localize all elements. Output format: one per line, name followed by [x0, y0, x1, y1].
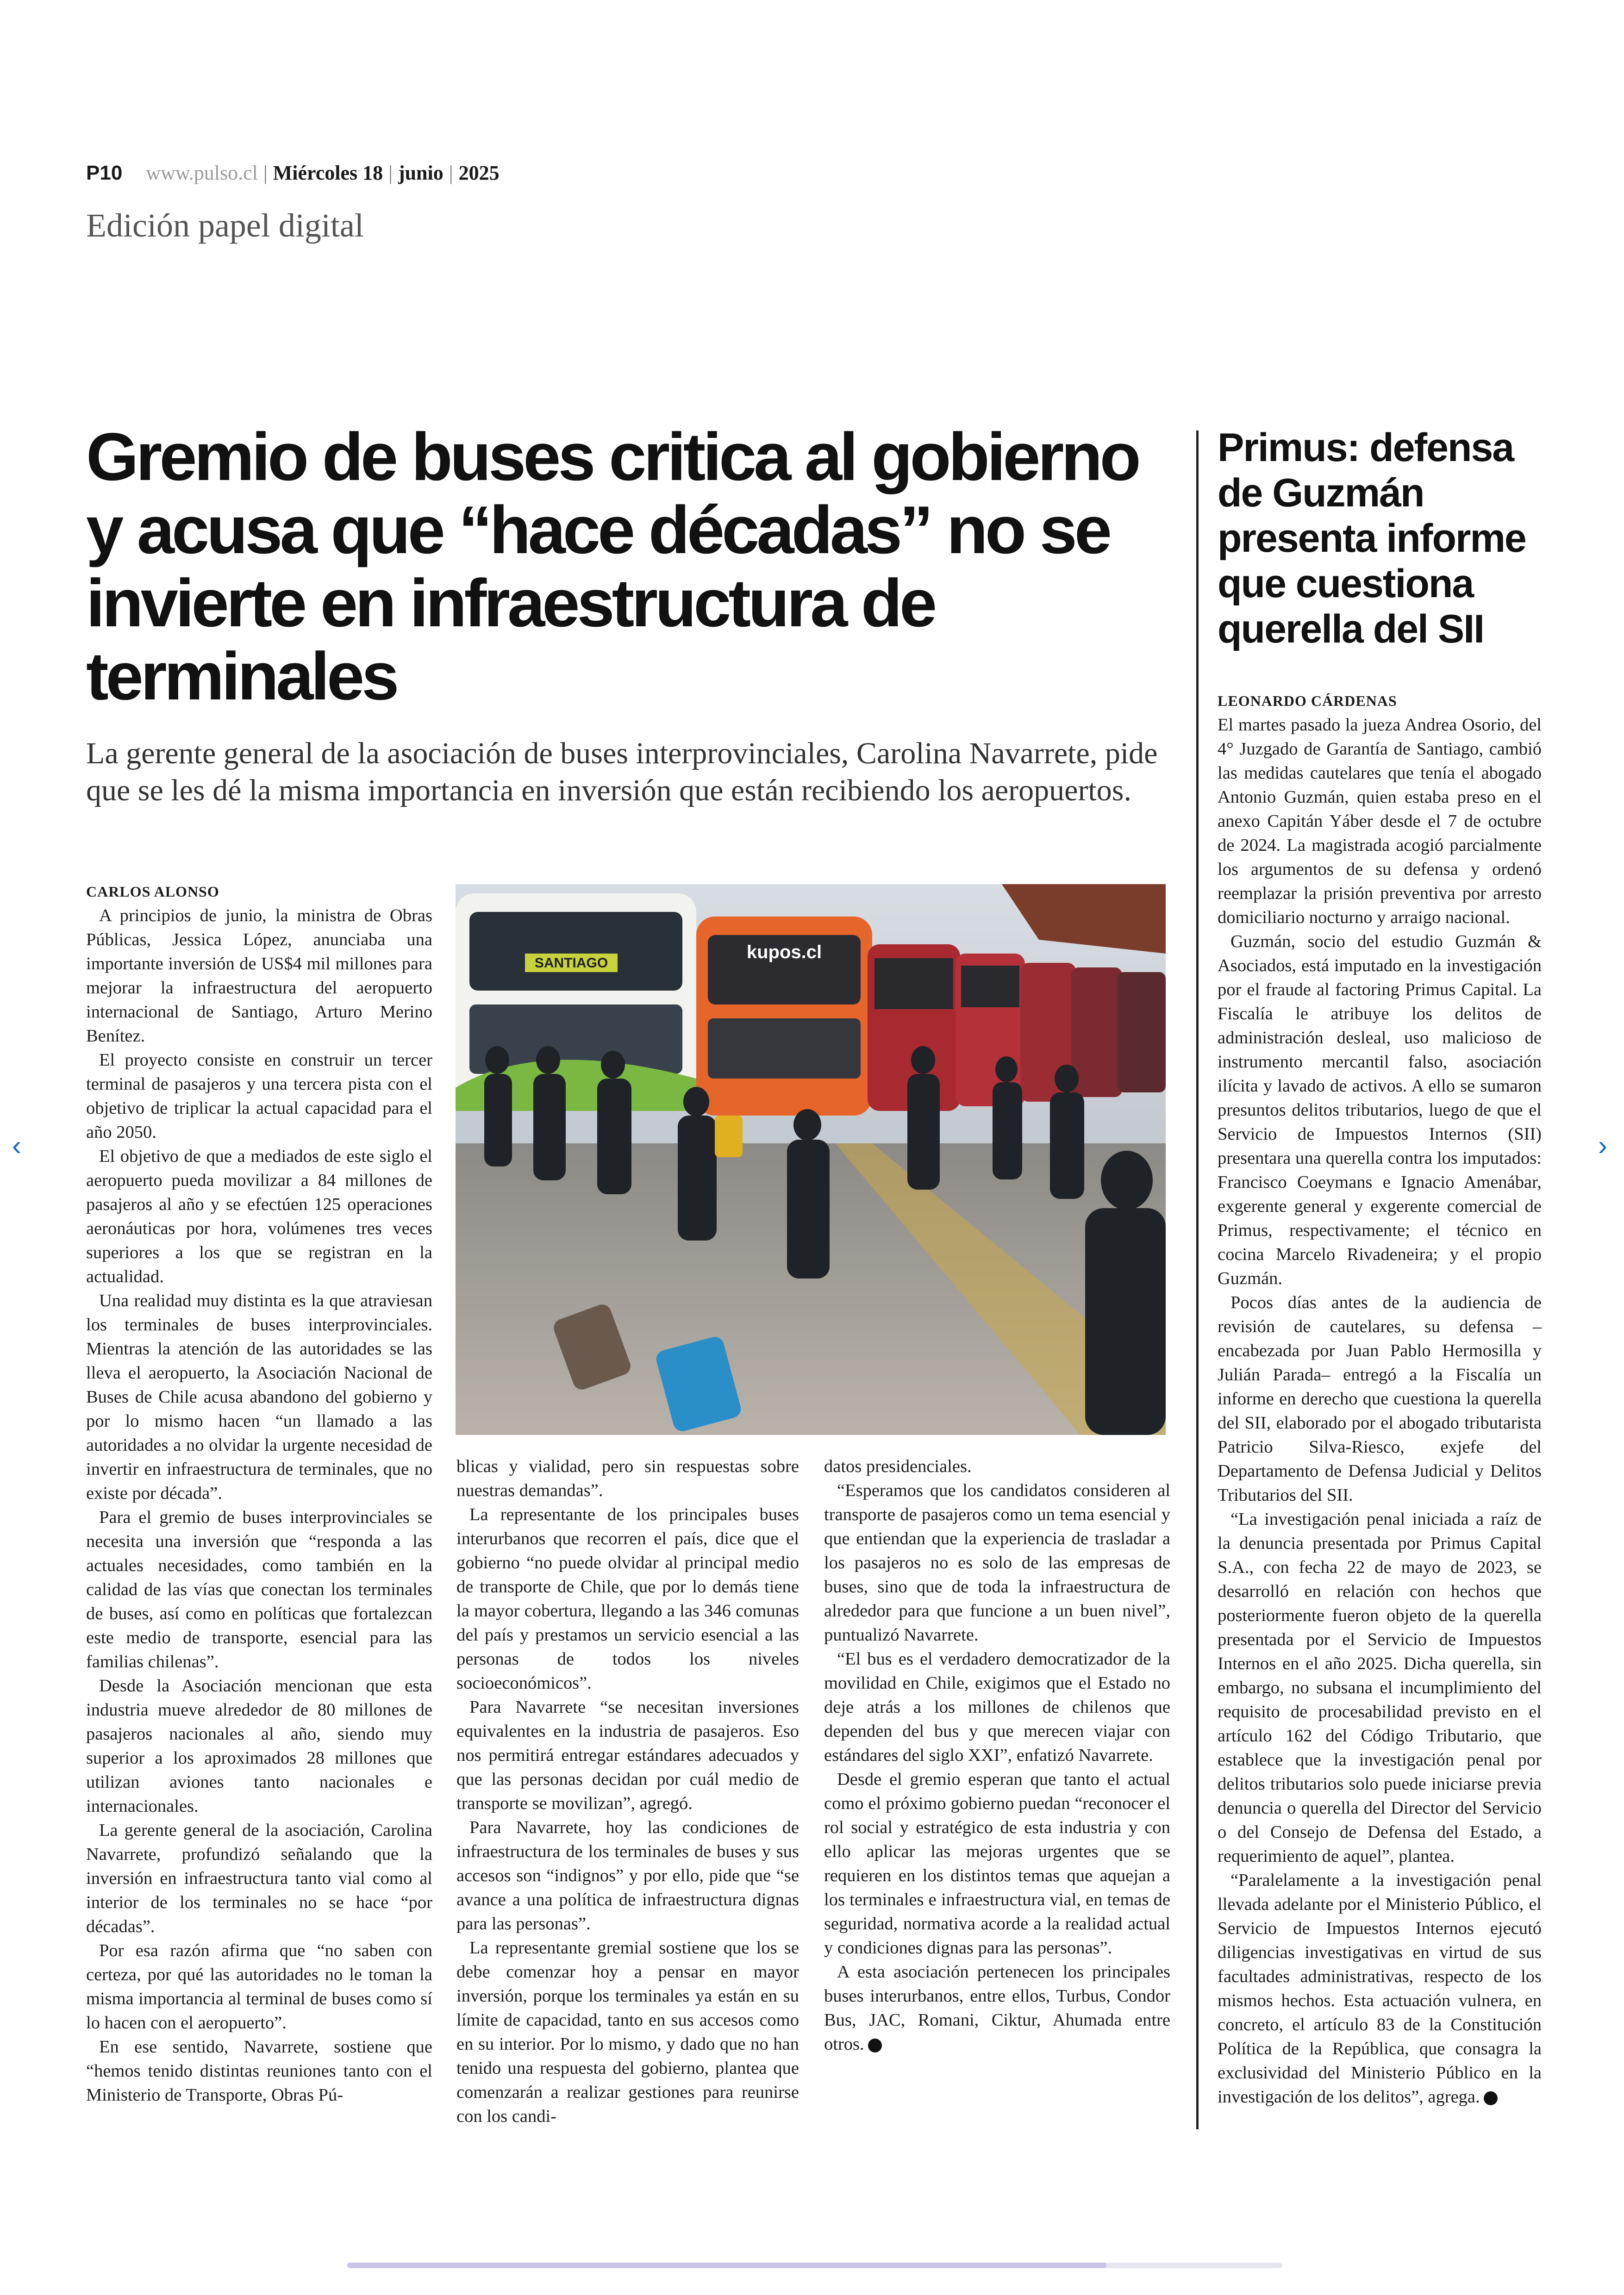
paragraph: La representante de los principales buses interurbanos que recorren el país, dice que el gobierno “no puede olvidar al principal medio de transporte de Chile, que por lo demás tiene la mayor cobertura, llegando a las 346 comunas del país y prestamos un servicio esencial a las personas de todos los niveles socioeconómicos”. [456, 1505, 799, 1693]
date-month: junio [398, 162, 443, 184]
bus-brand-text: kupos.cl [746, 942, 822, 962]
previous-page-icon[interactable]: ‹ [12, 1130, 21, 1161]
paragraph: A principios de junio, la ministra de Obras Públicas, Jessica López, anunciaba una importante inversión de US$4 mil millones para mejorar la infraestructura del aeropuerto internacional de Santiago, Arturo Merino Benítez. [86, 906, 432, 1046]
paragraph: El objetivo de que a mediados de este siglo el aeropuerto pueda movilizar a 84 millones de pasajeros al año y se efectúen 125 operaciones aeronáuticas por hora, volúmenes tres veces superiores a los que se registran en la actualidad. [86, 1147, 432, 1286]
paragraph: datos presidenciales. [824, 1457, 972, 1476]
main-deck: La gerente general de la asociación de buses interprovinciales, Carolina Navarrete, pide que se les dé la misma importancia en inversión que están recibiendo los aeropuertos. [86, 736, 1158, 807]
paragraph: “Paralelamente a la investigación penal llevada adelante por el Ministerio Público, el Servicio de Impuestos Internos ejecutó diligencias investigativas en virtud de sus facultades administrativas, respecto de los mismos hechos. Esta actuación vulnera, en concreto, el artículo 83 de la Constitución Política de la República, que consagra la exclusividad del Ministerio Público en la investigación de los delitos”, agrega. [1218, 1871, 1542, 2107]
end-of-article-icon [1484, 2091, 1498, 2105]
site-url: www.pulso.cl [146, 162, 258, 184]
edition-label: Edición papel digital [86, 207, 364, 244]
paragraph: El martes pasado la jueza Andrea Osorio, del 4° Juzgado de Garantía de Santiago, cambió las medidas cautelares que tenía el abogado Antonio Guzmán, quien estaba preso en el anexo Capitán Yáber desde el 7 de octubre de 2024. La magistrada acogió parcialmente los argumentos de su defensa y ordenó reemplazar la prisión preventiva por arresto domiciliario nocturno y arraigo nacional. [1218, 715, 1542, 927]
main-headline: Gremio de buses critica al gobierno y acusa que “hace décadas” no se invierte en infraestructura de terminales [86, 419, 1138, 714]
paragraph: “El bus es el verdadero democratizador de la movilidad en Chile, exigimos que el Estado no deje atrás a los millones de chilenos que dependen del bus y que merecen viajar con estándares del siglo XXI”, enfatizó Navarrete. [824, 1649, 1170, 1765]
paragraph: Una realidad muy distinta es la que atraviesan los terminales de buses interprovinciales. Mientras la atención de las autoridades se las lleva el aeropuerto, la Asociación Nacional de Buses de Chile acusa abandono del gobierno y por lo mismo hacen “un llamado a las autoridades a no olvidar la urgente necesidad de invertir en infraestructura de terminales, que no existe por década”. [86, 1291, 432, 1503]
main-article-column-1 [86, 879, 432, 2107]
paragraph: blicas y vialidad, pero sin respuestas sobre nuestras demandas”. [456, 1457, 799, 1500]
date-year: 2025 [458, 162, 500, 184]
paragraph: Para Navarrete, hoy las condiciones de infraestructura de los terminales de buses y sus accesos son “indignos” y por ello, pide que “se avance a una política de infraestructura dignas para las personas”. [456, 1818, 799, 1933]
paragraph: Desde la Asociación mencionan que esta industria mueve alrededor de 80 millones de pasajeros nacionales al año, siendo muy superior a los aproximados 28 millones que utilizan aviones tanto nacionales e internacionales. [86, 1676, 432, 1816]
paragraph: “Esperamos que los candidatos consideren al transporte de pasajeros como un tema esencial y que entiendan que la experiencia de trasladar a los pasajeros no es solo de las empresas de buses, sino que de toda la infraestructura de alrededor para que funcione a un buen nivel”, puntualizó Navarrete. [824, 1481, 1170, 1645]
column-divider [1196, 430, 1199, 2129]
date-day: Miércoles 18 [273, 162, 383, 184]
page-number: P10 [86, 162, 123, 184]
paragraph: Pocos días antes de la audiencia de revisión de cautelares, su defensa –encabezada por Juan Pablo Hermosilla y Julián Parada– entregó a la Fiscalía un informe en derecho que cuestiona la querella del SII, elaborado por el abogado tributarista Patricio Silva-Riesco, exjefe del Departamento de Defensa Judicial y Delitos Tributarios del SII. [1218, 1293, 1542, 1505]
end-of-article-icon [868, 2039, 882, 2052]
main-byline: CARLOS ALONSO [86, 883, 219, 900]
horizontal-scrollbar-thumb[interactable] [347, 2263, 1106, 2268]
main-article-column-3 [824, 1454, 1170, 2056]
paragraph: Para el gremio de buses interprovinciales se necesita una inversión que “responda a las actuales necesidades, como también en la calidad de las vías que conectan los terminales de buses, así como en políticas que fortalezcan este medio de transporte, esencial para las familias chilenas”. [86, 1508, 432, 1671]
paragraph: El proyecto consiste en construir un tercer terminal de pasajeros y una tercera pista con el objetivo de triplicar la actual capacidad para el año 2050. [86, 1050, 432, 1142]
paragraph: Desde el gremio esperan que tanto el actual como el próximo gobierno puedan “reconocer el rol social y estratégico de esta industria y con ello aplicar las mejoras urgentes que se requieren en los distintos temas que aquejan a los terminales e infraestructura vial, en temas de seguridad, normativa acorde a la realidad actual y condiciones dignas para las personas”. [824, 1770, 1170, 1958]
next-page-icon[interactable]: › [1598, 1130, 1607, 1161]
paragraph: La gerente general de la asociación, Carolina Navarrete, profundizó señalando que la inversión en infraestructura tanto vial como al interior de los terminales no se hace “por décadas”. [86, 1821, 432, 1936]
paragraph: Por esa razón afirma que “no saben con certeza, por qué las autoridades no le toman la misma importancia al terminal de buses como sí lo hacen con el aeropuerto”. [86, 1941, 432, 2033]
paragraph: “La investigación penal iniciada a raíz de la denuncia presentada por Primus Capital S.A., con fecha 22 de mayo de 2023, se desarrolló en relación con hechos que posteriormente fueron objeto de la querella presentada por el Servicio de Impuestos Internos en el año 2025. Dicha querella, sin embargo, no subsana el incumplimiento del requisito de procesabilidad previsto en el artículo 162 del Código Tributario, que establece que la investigación penal por delitos tributarios solo puede iniciarse previa denuncia o querella del Director del Servicio o del Consejo de Defensa del Estado, a requerimiento de aquel”, plantea. [1218, 1509, 1542, 1866]
paragraph: A esta asociación pertenecen los principales buses interurbanos, entre ellos, Turbus, Condor Bus, JAC, Romani, Ciktur, Ahumada entre otros. [824, 1962, 1170, 2054]
side-byline: LEONARDO CÁRDENAS [1218, 692, 1397, 709]
paragraph: La representante gremial sostiene que los se debe comenzar hoy a pensar en mayor inversión, porque los terminales ya están en su límite de capacidad, tanto en sus accesos como en su interior. Por lo mismo, y dado que no han tenido una respuesta del gobierno, plantea que comenzarán a realizar gestiones para reunirse con los candi- [456, 1938, 799, 2126]
paragraph: En ese sentido, Navarrete, sostiene que “hemos tenido distintas reuniones tanto con el Ministerio de Transporte, Obras Pú- [86, 2037, 432, 2105]
paragraph: Guzmán, socio del estudio Guzmán & Asociados, está imputado en la investigación por el fraude al factoring Primus Capital. La Fiscalía le atribuye los delitos de administración desleal, uso malicioso de instrumento mercantil falso, asociación ilícita y lavado de activos. A ello se sumaron presuntos delitos tributarios, luego de que el Servicio de Impuestos Internos (SII) presentara una querella contra los imputados: Francisco Coeymans e Ignacio Amenábar, exgerente general y exgerente comercial de Primus, respectivamente; el técnico en cocina Marcelo Rivadeneira; y el propio Guzmán. [1218, 932, 1542, 1288]
side-headline: Primus: defensa de Guzmán presenta informe que cuestiona querella del SII [1218, 425, 1526, 651]
page-folio: P10 www.pulso.cl | Miércoles 18 | junio | 2025 [86, 162, 500, 184]
side-article-body [1218, 689, 1542, 2109]
paragraph: Para Navarrete “se necesitan inversiones equivalentes en la industria de pasajeros. Eso nos permitirá entregar estándares adecuados y que las personas decidan por cuál medio de transporte se movilizan”, agregó. [456, 1697, 799, 1813]
bus-sign-text: SANTIAGO [534, 955, 608, 971]
main-article-column-2 [456, 1454, 799, 2128]
bus-terminal-photo [456, 884, 1166, 1435]
